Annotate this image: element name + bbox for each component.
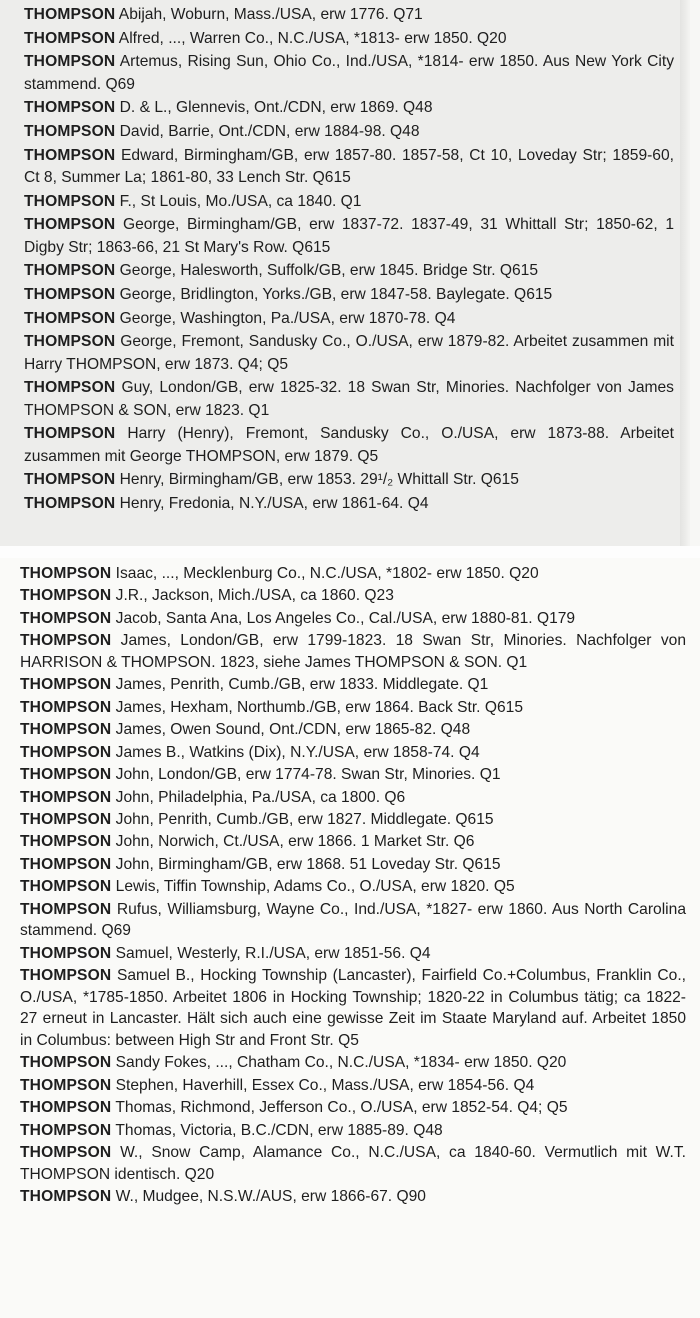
entry-surname: THOMPSON [20,565,112,582]
scan-divider [0,546,700,558]
entry-details: F., St Louis, Mo./USA, ca 1840. Q1 [119,192,362,210]
entry-surname: THOMPSON [20,1076,112,1094]
entry-surname: THOMPSON [24,216,116,234]
entry-details: Alfred, ..., Warren Co., N.C./USA, *1813- erw 1850. Q20 [118,29,507,47]
directory-entry [24,423,674,468]
entry-details: John, Philadelphia, Pa./USA, ca 1800. Q6 [115,788,406,806]
page-gutter [680,0,690,546]
directory-entry [24,469,674,491]
entry-surname: THOMPSON [24,379,116,397]
directory-entry [20,764,686,786]
entry-surname: THOMPSON [20,788,112,806]
entry-surname: THOMPSON [24,495,116,513]
directory-entry [24,191,674,213]
entry-details: John, Penrith, Cumb./GB, erw 1827. Middlegate. Q615 [115,810,494,828]
entry-surname: THOMPSON [20,855,112,873]
entry-surname: THOMPSON [24,192,116,210]
directory-entry [24,145,674,190]
entry-details: J.R., Jackson, Mich./USA, ca 1860. Q23 [115,587,394,605]
entry-surname: THOMPSON [24,471,116,489]
entry-surname: THOMPSON [24,286,116,304]
entry-details: George, Fremont, Sandusky Co., O./USA, erw 1879-82. Arbeitet zusammen mit Harry THOMPSON, erw 1873. Q4; Q5 [24,333,674,373]
entry-details: Stephen, Haverhill, Essex Co., Mass./USA, erw 1854-56. Q4 [115,1076,535,1094]
entry-details: D. & L., Glennevis, Ont./CDN, erw 1869. Q48 [119,99,433,117]
entry-surname: THOMPSON [20,967,112,985]
entry-surname: THOMPSON [20,1144,112,1162]
entry-details: Abijah, Woburn, Mass./USA, erw 1776. Q71 [118,6,423,23]
entry-details: John, Birmingham/GB, erw 1868. 51 Loveday Str. Q615 [115,855,501,873]
entry-details: Lewis, Tiffin Township, Adams Co., O./USA, erw 1820. Q5 [115,878,515,896]
entry-surname: THOMPSON [20,1054,112,1072]
entry-surname: THOMPSON [20,743,112,761]
directory-entry [20,630,686,673]
entry-details: James, Hexham, Northumb./GB, erw 1864. Back Str. Q615 [115,698,523,716]
entry-surname: THOMPSON [20,878,112,896]
directory-entry [20,1075,686,1097]
entry-surname: THOMPSON [20,609,112,627]
directory-entry [24,284,674,306]
entry-details: Harry (Henry), Fremont, Sandusky Co., O./USA, erw 1873-88. Arbeitet zusammen mit George THOMPSON, erw 1879. Q5 [24,425,674,465]
directory-entry [20,854,686,876]
entry-surname: THOMPSON [20,676,112,694]
entry-details: Jacob, Santa Ana, Los Angeles Co., Cal./USA, erw 1880-81. Q179 [115,609,576,627]
directory-entry [24,377,674,422]
entry-details: Guy, London/GB, erw 1825-32. 18 Swan Str, Minories. Nachfolger von James THOMPSON & SON, erw 1823. Q1 [24,379,674,419]
entry-details: George, Bridlington, Yorks./GB, erw 1847-58. Baylegate. Q615 [119,286,553,304]
bottom-entry-list [0,558,700,1208]
entry-surname: THOMPSON [20,1099,112,1117]
entry-surname: THOMPSON [20,900,112,918]
entry-surname: THOMPSON [20,833,112,851]
entry-details: George, Washington, Pa./USA, erw 1870-78. Q4 [119,309,456,327]
directory-entry [20,787,686,809]
directory-entry [24,493,674,515]
directory-entry [24,260,674,282]
entry-details: George, Birmingham/GB, erw 1837-72. 1837-49, 31 Whittall Str; 1850-62, 1 Digby Str; 1863-66, 21 St Mary's Row. Q615 [24,216,674,256]
entry-details: Edward, Birmingham/GB, erw 1857-80. 1857-58, Ct 10, Loveday Str; 1859-60, Ct 8, Summer La; 1861-80, 33 Lench Str. Q615 [24,146,674,187]
entry-surname: THOMPSON [20,721,112,739]
directory-entry [20,899,686,942]
entry-details: Samuel, Westerly, R.I./USA, erw 1851-56. Q4 [115,944,431,962]
entry-surname: THOMPSON [24,53,116,71]
entry-surname: THOMPSON [24,309,116,327]
directory-entry [20,563,686,585]
directory-entry [24,51,674,96]
entry-surname: THOMPSON [24,29,116,47]
entry-surname: THOMPSON [20,698,112,716]
entry-surname: THOMPSON [20,766,112,784]
directory-entry [24,28,674,50]
entry-surname: THOMPSON [20,1121,112,1139]
directory-entry [20,876,686,898]
directory-entry [20,943,686,965]
top-scan-panel [0,0,690,546]
entry-details: Henry, Birmingham/GB, erw 1853. 29¹/₂ Whittall Str. Q615 [119,471,519,489]
entry-details: James, Owen Sound, Ont./CDN, erw 1865-82. Q48 [115,721,471,739]
entry-surname: THOMPSON [20,810,112,828]
entry-details: Isaac, ..., Mecklenburg Co., N.C./USA, *1802- erw 1850. Q20 [115,565,539,582]
entry-details: Artemus, Rising Sun, Ohio Co., Ind./USA, *1814- erw 1850. Aus New York City stammend. Q69 [24,53,674,93]
directory-entry [20,965,686,1051]
directory-entry [24,4,674,26]
directory-entry [20,809,686,831]
directory-entry [24,308,674,330]
entry-surname: THOMPSON [20,944,112,962]
entry-surname: THOMPSON [20,587,112,605]
top-entry-list [0,0,690,515]
directory-entry [20,585,686,607]
directory-entry [24,97,674,119]
bottom-scan-panel [0,558,700,1318]
entry-details: Thomas, Victoria, B.C./CDN, erw 1885-89. Q48 [115,1121,443,1139]
directory-entry [24,331,674,376]
entry-details: W., Snow Camp, Alamance Co., N.C./USA, ca 1840-60. Vermutlich mit W.T. THOMPSON identisch. Q20 [20,1144,686,1183]
directory-entry [24,214,674,259]
entry-surname: THOMPSON [24,99,116,117]
entry-details: James, Penrith, Cumb./GB, erw 1833. Middlegate. Q1 [115,676,489,694]
entry-surname: THOMPSON [24,123,116,141]
entry-details: David, Barrie, Ont./CDN, erw 1884-98. Q48 [119,123,420,141]
entry-details: James B., Watkins (Dix), N.Y./USA, erw 1858-74. Q4 [115,743,480,761]
directory-entry [20,1052,686,1074]
entry-details: Henry, Fredonia, N.Y./USA, erw 1861-64. Q4 [119,495,429,513]
entry-surname: THOMPSON [24,6,116,23]
entry-details: Sandy Fokes, ..., Chatham Co., N.C./USA, *1834- erw 1850. Q20 [115,1054,567,1072]
entry-details: Rufus, Williamsburg, Wayne Co., Ind./USA, *1827- erw 1860. Aus North Carolina stammend. Q69 [20,900,686,940]
entry-details: John, Norwich, Ct./USA, erw 1866. 1 Market Str. Q6 [115,833,475,851]
entry-details: W., Mudgee, N.S.W./AUS, erw 1866-67. Q90 [115,1188,426,1206]
entry-surname: THOMPSON [24,425,116,443]
directory-entry [20,1097,686,1119]
entry-surname: THOMPSON [24,146,116,164]
entry-surname: THOMPSON [24,333,116,351]
directory-entry [20,719,686,741]
entry-details: Thomas, Richmond, Jefferson Co., O./USA, erw 1852-54. Q4; Q5 [115,1099,568,1117]
directory-entry [20,831,686,853]
entry-details: George, Halesworth, Suffolk/GB, erw 1845. Bridge Str. Q615 [119,262,539,280]
directory-entry [20,1120,686,1142]
entry-surname: THOMPSON [20,1188,112,1206]
entry-surname: THOMPSON [24,262,116,280]
entry-surname: THOMPSON [20,632,112,650]
directory-entry [24,121,674,143]
directory-entry [20,742,686,764]
entry-details: John, London/GB, erw 1774-78. Swan Str, Minories. Q1 [115,766,501,784]
entry-details: James, London/GB, erw 1799-1823. 18 Swan Str, Minories. Nachfolger von HARRISON & THOMPSON. 1823, siehe James THOMPSON & SON. Q1 [20,632,686,671]
directory-entry [20,1142,686,1185]
directory-entry [20,1186,686,1208]
directory-entry [20,608,686,630]
entry-details: Samuel B., Hocking Township (Lancaster), Fairfield Co.+Columbus, Franklin Co., O./USA, *1785-1850. Arbeitet 1806 in Hocking Township; 1820-22 in Columbus tätig; ca 1822-27 erneut in Lancaster. Hält sich auch eine gewisse Zeit im Staate Maryland auf. Arbeitet 1850 in Columbus: between High Str and Front Str. Q5 [20,967,686,1049]
directory-entry [20,674,686,696]
directory-entry [20,697,686,719]
